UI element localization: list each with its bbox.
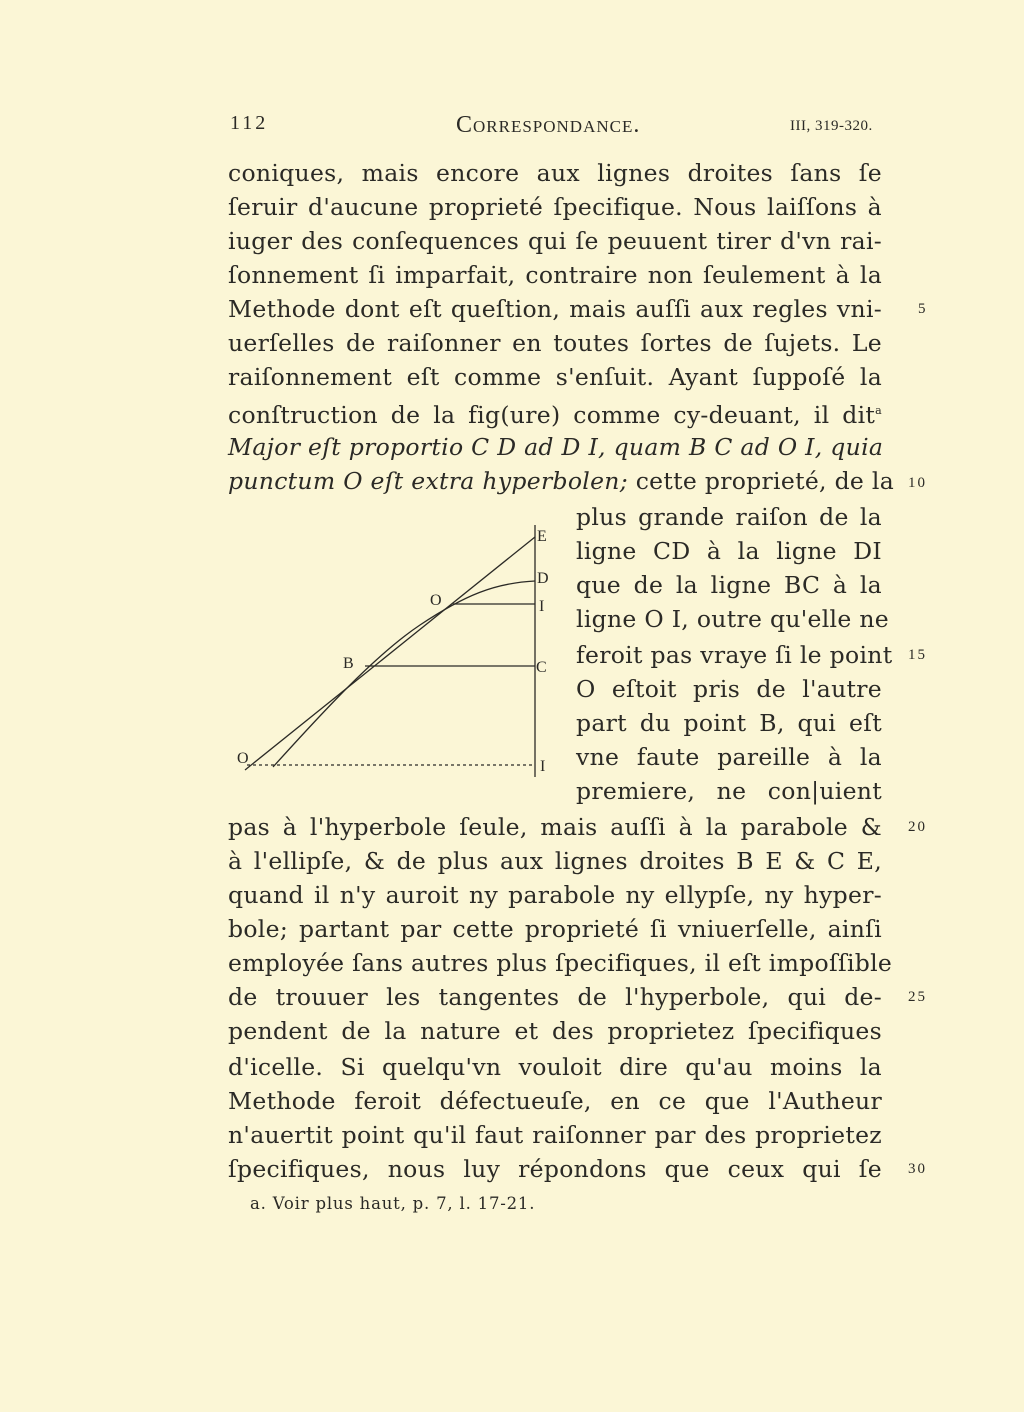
text-line: employée ſans autres plus ſpecifiques, il eſt impoſſible — [228, 949, 893, 977]
line-number: 25 — [908, 989, 927, 1005]
label-D: D — [537, 570, 549, 587]
running-title: Correspondance. — [456, 112, 641, 138]
footnote: a. Voir plus haut, p. 7, l. 17-21. — [250, 1194, 536, 1213]
footnote-marker: a — [875, 404, 882, 417]
hyperbola-curve — [273, 581, 535, 767]
label-C: C — [536, 659, 547, 676]
text-line: pas à l'hyperbole ſeule, mais auſſi à la parabole & — [228, 813, 882, 841]
text-segment: conſtruction de la fig(ure) comme cy-deuant, il dit — [228, 401, 876, 429]
text-line — [228, 464, 895, 498]
text-line: à l'ellipſe, & de plus aux lignes droites B E & C E, — [228, 847, 882, 875]
text-line: plus grande raiſon de la — [576, 503, 882, 531]
text-line: quand il n'y auroit ny parabole ny ellypſe, ny hyper- — [228, 881, 882, 909]
line-number: 20 — [908, 819, 927, 835]
text-line: coniques, mais encore aux lignes droites ſans ſe — [228, 159, 882, 187]
text-line: premiere, ne con|uient — [576, 777, 882, 805]
text-line: ligne O I, outre qu'elle ne — [576, 605, 889, 633]
text-line — [228, 394, 882, 428]
text-line: que de la ligne BC à la — [576, 571, 882, 599]
text-line: pendent de la nature et des proprietez ſpecifiques — [228, 1017, 882, 1045]
label-E: E — [537, 528, 547, 545]
hyperbola-tangent-figure — [225, 515, 570, 790]
text-line: ſpecifiques, nous luy répondons que ceux qui ſe — [228, 1155, 882, 1183]
text-line: ligne CD à la ligne DI — [576, 537, 882, 565]
label-B: B — [343, 655, 354, 672]
line-number: 10 — [908, 475, 927, 491]
text-line: ſeruir d'aucune proprieté ſpecifique. Nous laiſſons à — [228, 193, 882, 221]
text-line: Methode feroit défectueuſe, en ce que l'Autheur — [228, 1087, 882, 1115]
figure-drawing — [225, 515, 570, 790]
text-line: raiſonnement eſt comme s'enſuit. Ayant ſuppoſé la — [228, 363, 882, 391]
label-I-upper: I — [539, 598, 545, 615]
text-line: part du point B, qui eſt — [576, 709, 882, 737]
text-segment: cette proprieté, de la — [627, 467, 895, 495]
latin-quote-segment: punctum O eſt extra hyperbolen; — [228, 467, 628, 495]
text-line: iuger des conſequences qui ſe peuuent tirer d'vn rai- — [228, 227, 882, 255]
text-line: feroit pas vraye ſi le point — [576, 641, 893, 669]
volume-reference: III, 319-320. — [790, 118, 873, 134]
text-line: ſonnement ſi imparfait, contraire non ſeulement à la — [228, 261, 882, 289]
text-line: n'auertit point qu'il faut raiſonner par des proprietez — [228, 1121, 882, 1149]
text-line: uerſelles de raiſonner en toutes ſortes de ſujets. Le — [228, 329, 882, 357]
line-number: 15 — [908, 647, 927, 663]
latin-quote-line: Major eſt proportio C D ad D I, quam B C ad O I, quia — [228, 433, 884, 461]
label-O-upper: O — [430, 592, 442, 609]
line-number: 30 — [908, 1161, 927, 1177]
tangent-line — [245, 537, 535, 770]
label-I-lower: I — [540, 758, 546, 775]
text-line: de trouuer les tangentes de l'hyperbole, qui de- — [228, 983, 882, 1011]
text-line: O eſtoit pris de l'autre — [576, 675, 882, 703]
text-line: Methode dont eſt queſtion, mais auſſi aux regles vni- — [228, 295, 882, 323]
page-number: 112 — [230, 112, 269, 134]
text-line: d'icelle. Si quelqu'vn vouloit dire qu'au moins la — [228, 1053, 882, 1081]
line-number: 5 — [918, 301, 928, 317]
label-O-lower: O — [237, 750, 249, 767]
text-line: bole; partant par cette proprieté ſi vniuerſelle, ainſi — [228, 915, 882, 943]
text-line: vne faute pareille à la — [576, 743, 882, 771]
